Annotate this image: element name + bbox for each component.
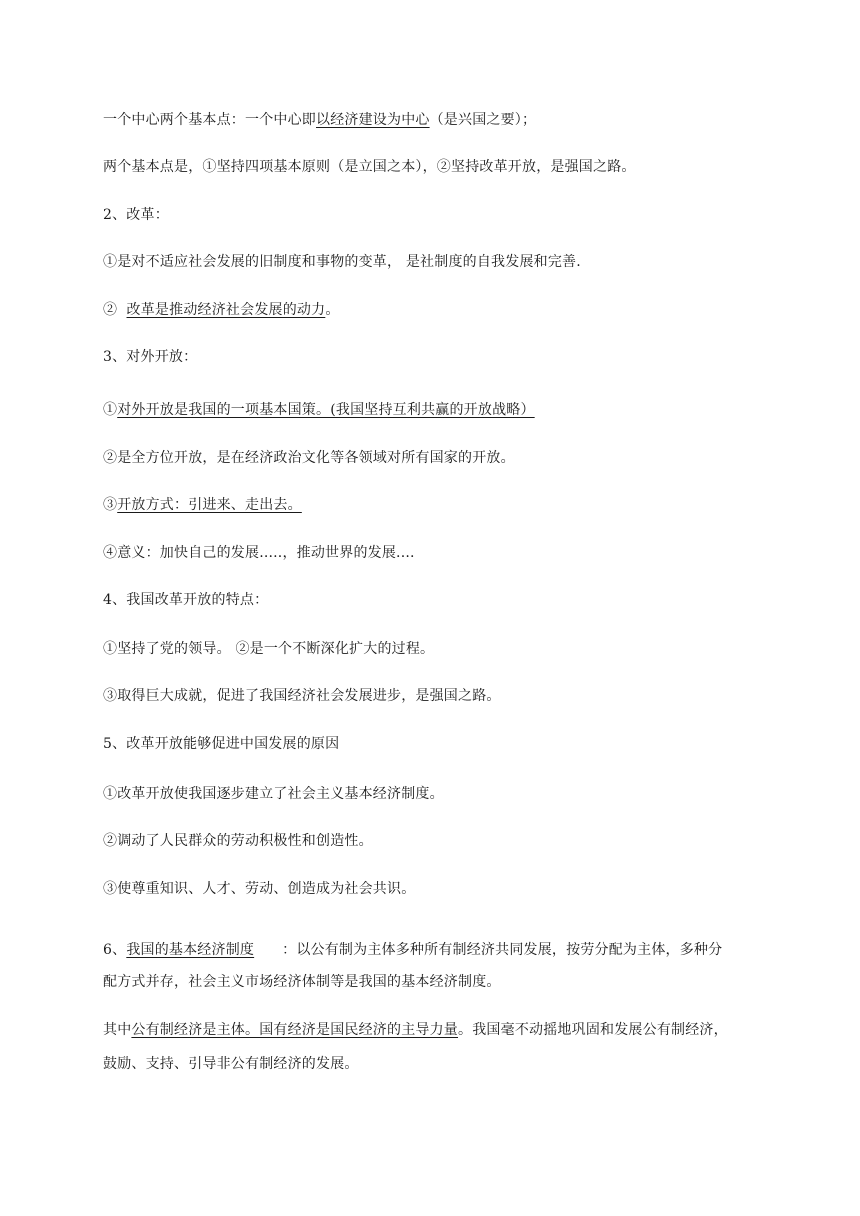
section-heading-reasons: 5、改革开放能够促进中国发展的原因	[103, 736, 340, 752]
text-line-reform-1: ①是对不适应社会发展的旧制度和事物的变革， 是社制度的自我发展和完善.	[103, 254, 581, 270]
section-heading-features: 4、我国改革开放的特点：	[103, 592, 269, 608]
text-line-reasons-2: ②调动了人民群众的劳动积极性和创造性。	[103, 833, 373, 849]
underlined-text: 对外开放是我国的一项基本国策。(我国坚持互利共赢的开放战略）	[117, 402, 535, 418]
text-span: （是兴国之要）；	[429, 112, 537, 128]
text-span: 。	[325, 302, 340, 318]
section-heading-reform: 2、改革：	[103, 207, 169, 223]
text-span: ②	[103, 302, 127, 318]
text-line-two-basic-points: 两个基本点是，①坚持四项基本原则（是立国之本），②坚持改革开放，是强国之路。	[103, 159, 636, 175]
text-line-opening-1	[103, 400, 535, 420]
underlined-text: 以经济建设为中心	[316, 112, 430, 128]
text-line-features-1: ①坚持了党的领导。 ②是一个不断深化扩大的过程。	[103, 641, 435, 657]
text-span: 其中	[103, 1022, 132, 1038]
section-heading-opening: 3、对外开放：	[103, 349, 198, 365]
text-line-opening-2: ②是全方位开放，是在经济政治文化等各领域对所有国家的开放。	[103, 450, 515, 466]
underlined-text: 改革是推动经济社会发展的动力	[126, 302, 326, 318]
underlined-text: 公有制经济是主体。国有经济是国民经济的主导力量	[131, 1022, 459, 1038]
underlined-text: 开放方式：引进来、走出去。	[117, 497, 302, 513]
text-line-features-2: ③取得巨大成就，促进了我国经济社会发展进步，是强国之路。	[103, 688, 501, 704]
underlined-text: 我国的基本经济制度	[126, 942, 255, 958]
text-line-opening-4: ④意义：加快自己的发展.....，推动世界的发展....	[103, 545, 415, 561]
text-line-opening-3	[103, 495, 302, 515]
text-line-reasons-3: ③使尊重知识、人才、劳动、创造成为社会共识。	[103, 881, 416, 897]
text-span: 6、	[103, 942, 127, 958]
text-span: ③	[103, 497, 118, 513]
text-span: 一个中心两个基本点：一个中心即	[103, 112, 316, 128]
text-span: ①	[103, 402, 118, 418]
text-span: ：以公有制为主体多种所有制经济共同发展，按劳分配为主体，多种分	[282, 942, 723, 958]
text-line-reform-2	[103, 300, 340, 320]
text-line-reasons-1: ①改革开放使我国逐步建立了社会主义基本经济制度。	[103, 786, 444, 802]
text-line-public-ownership-2: 鼓励、支持、引导非公有制经济的发展。	[103, 1056, 359, 1072]
text-line-economic-system-1	[103, 940, 722, 960]
text-line-economic-system-2: 配方式并存，社会主义市场经济体制等是我国的基本经济制度。	[103, 974, 501, 990]
text-span: 。我国毫不动摇地巩固和发展公有制经济，	[458, 1022, 728, 1038]
text-line-public-ownership-1	[103, 1020, 728, 1040]
text-line-one-center	[103, 110, 536, 130]
